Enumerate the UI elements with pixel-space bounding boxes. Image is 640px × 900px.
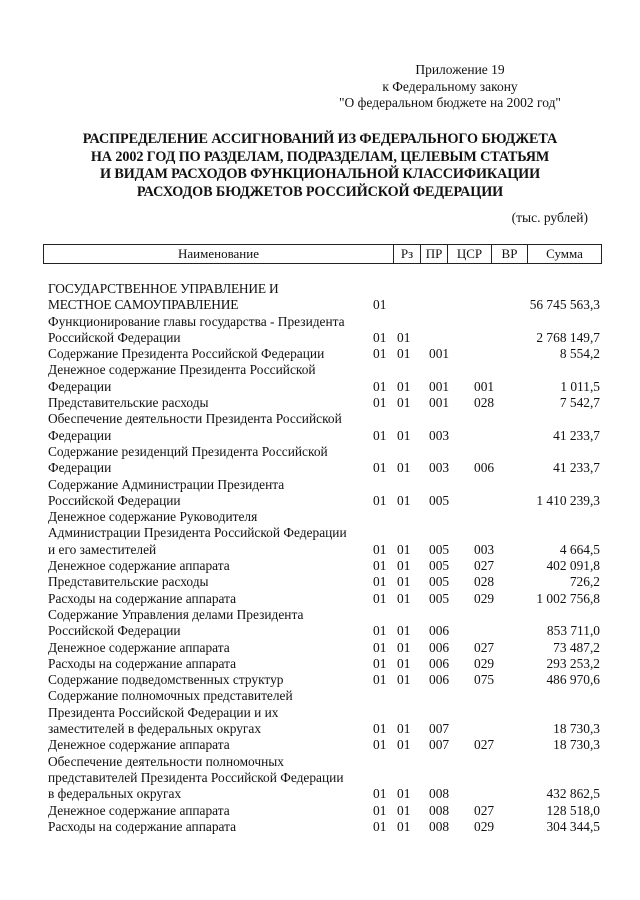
row-pr: 01 <box>397 786 411 802</box>
row-sum: 486 970,6 <box>546 672 600 688</box>
row-sum: 293 253,2 <box>546 655 600 671</box>
table-row <box>48 607 600 640</box>
row-vr: 029 <box>474 590 495 606</box>
row-name: Содержание резиденций Президента Российской Федерации <box>48 443 328 476</box>
table-row <box>48 362 600 395</box>
row-name: Денежное содержание аппарата <box>48 802 230 818</box>
row-csr: 006 <box>429 623 450 639</box>
title-line: РАСХОДОВ БЮДЖЕТОВ РОССИЙСКОЙ ФЕДЕРАЦИИ <box>136 183 504 200</box>
row-name: Функционирование главы государства - Президента Российской Федерации <box>48 313 345 345</box>
table-row <box>48 477 600 510</box>
table-row <box>48 688 600 737</box>
row-name: Содержание Президента Российской Федерации <box>48 346 325 362</box>
row-pr: 01 <box>397 818 411 834</box>
row-name: Обеспечение деятельности Президента Российской Федерации <box>48 411 342 443</box>
row-vr: 029 <box>474 818 495 834</box>
row-name: Обеспечение деятельности полномочных представителей Президента Российской Федерации в федеральных округах <box>48 753 344 802</box>
row-name: Денежное содержание аппарата <box>48 558 230 574</box>
row-rz: 01 <box>373 737 387 753</box>
row-sum: 18 730,3 <box>553 721 600 737</box>
table-row <box>48 411 600 444</box>
row-rz: 01 <box>373 818 387 834</box>
row-name: Расходы на содержание аппарата <box>48 655 237 671</box>
table-body <box>48 281 600 835</box>
row-pr: 01 <box>397 737 411 753</box>
row-csr: 006 <box>429 639 450 655</box>
row-vr: 027 <box>474 639 495 655</box>
table-row <box>48 672 600 688</box>
table-row <box>48 574 600 590</box>
row-sum: 56 745 563,3 <box>529 297 600 313</box>
table-row <box>48 754 600 803</box>
row-pr: 01 <box>397 558 411 574</box>
table-row <box>48 395 600 411</box>
row-rz: 01 <box>373 802 387 818</box>
table-row <box>48 819 600 835</box>
row-sum: 4 664,5 <box>559 541 600 557</box>
row-vr: 028 <box>474 574 495 590</box>
header-name: Наименование <box>44 245 394 263</box>
row-sum: 2 768 149,7 <box>536 329 600 345</box>
title-line: РАСПРЕДЕЛЕНИЕ АССИГНОВАНИЙ ИЗ ФЕДЕРАЛЬНОГО БЮДЖЕТА <box>82 131 558 147</box>
row-rz: 01 <box>373 590 387 606</box>
row-name: Содержание подведомственных структур <box>48 672 284 688</box>
row-rz: 01 <box>373 655 387 671</box>
row-name: Содержание Управления делами Президента Российской Федерации <box>48 606 304 639</box>
row-csr: 008 <box>429 802 450 818</box>
row-sum: 73 487,2 <box>553 639 600 655</box>
row-name: Денежное содержание аппарата <box>48 639 230 655</box>
row-rz: 01 <box>373 395 387 411</box>
row-pr: 01 <box>397 623 411 639</box>
row-rz: 01 <box>373 786 387 802</box>
row-sum: 18 730,3 <box>553 737 600 753</box>
row-csr: 005 <box>429 574 450 590</box>
row-pr: 01 <box>397 460 411 476</box>
row-pr: 01 <box>397 574 411 590</box>
row-sum: 8 554,2 <box>559 346 600 362</box>
row-csr: 005 <box>429 590 450 606</box>
row-pr: 01 <box>397 346 411 362</box>
row-rz: 01 <box>373 558 387 574</box>
row-csr: 003 <box>429 427 450 443</box>
header-sum: Сумма <box>546 246 583 261</box>
table-row <box>48 640 600 656</box>
row-pr: 01 <box>397 541 411 557</box>
row-vr: 029 <box>474 655 495 671</box>
row-vr: 027 <box>474 737 495 753</box>
row-rz: 01 <box>373 541 387 557</box>
row-csr: 001 <box>429 346 450 362</box>
table-header <box>43 244 602 264</box>
row-rz: 01 <box>373 639 387 655</box>
row-name: Представительские расходы <box>48 395 209 411</box>
row-sum: 853 711,0 <box>546 623 600 639</box>
row-pr: 01 <box>397 427 411 443</box>
row-vr: 001 <box>474 378 495 394</box>
row-csr: 006 <box>429 672 450 688</box>
row-pr: 01 <box>397 721 411 737</box>
row-sum: 128 518,0 <box>546 802 600 818</box>
table-row <box>48 656 600 672</box>
annex-law-title: "О федеральном бюджете на 2002 год" <box>339 95 561 110</box>
header-csr: ЦСР <box>448 245 492 263</box>
row-vr: 003 <box>474 541 495 557</box>
row-csr: 003 <box>429 460 450 476</box>
row-csr: 008 <box>429 786 450 802</box>
table-row <box>48 558 600 574</box>
row-rz: 01 <box>373 460 387 476</box>
row-vr: 006 <box>474 460 495 476</box>
row-rz: 01 <box>373 329 387 345</box>
row-sum: 41 233,7 <box>553 427 600 443</box>
row-name: Денежное содержание Президента Российской Федерации <box>48 362 316 394</box>
row-name: Представительские расходы <box>48 574 209 590</box>
row-sum: 1 002 756,8 <box>536 590 600 606</box>
row-rz: 01 <box>373 427 387 443</box>
row-name: ГОСУДАРСТВЕННОЕ УПРАВЛЕНИЕ И МЕСТНОЕ САМОУПРАВЛЕНИЕ <box>48 281 279 313</box>
row-name: Денежное содержание Руководителя Администрации Президента Российской Федерации и его заместителей <box>48 509 347 557</box>
table-row <box>48 737 600 753</box>
annex-reference <box>300 62 600 112</box>
title-line: НА 2002 ГОД ПО РАЗДЕЛАМ, ПОДРАЗДЕЛАМ, ЦЕЛЕВЫМ СТАТЬЯМ <box>90 148 550 165</box>
row-sum: 41 233,7 <box>553 460 600 476</box>
row-vr: 028 <box>474 395 495 411</box>
row-rz: 01 <box>373 623 387 639</box>
row-vr: 027 <box>474 558 495 574</box>
table-row <box>48 444 600 477</box>
row-pr: 01 <box>397 655 411 671</box>
row-name: Денежное содержание аппарата <box>48 737 230 753</box>
row-pr: 01 <box>397 590 411 606</box>
row-rz: 01 <box>373 574 387 590</box>
table-row <box>48 591 600 607</box>
row-pr: 01 <box>397 395 411 411</box>
row-csr: 005 <box>429 541 450 557</box>
row-sum: 432 862,5 <box>546 786 600 802</box>
row-sum: 304 344,5 <box>546 818 600 834</box>
row-name: Содержание Администрации Президента Российской Федерации <box>48 476 285 508</box>
table-row <box>48 314 600 347</box>
table-row <box>48 509 600 558</box>
row-sum: 1 410 239,3 <box>536 492 600 508</box>
row-sum: 726,2 <box>569 574 600 590</box>
header-rz: Рз <box>394 245 421 263</box>
row-csr: 005 <box>429 558 450 574</box>
row-pr: 01 <box>397 492 411 508</box>
row-csr: 008 <box>429 818 450 834</box>
row-pr: 01 <box>397 329 411 345</box>
annex-number: Приложение 19 <box>415 62 505 77</box>
row-csr: 001 <box>429 395 450 411</box>
units-label: (тыс. рублей) <box>511 210 588 225</box>
row-pr: 01 <box>397 802 411 818</box>
row-sum: 7 542,7 <box>559 395 600 411</box>
row-rz: 01 <box>373 297 387 313</box>
table-row <box>48 281 600 314</box>
row-csr: 007 <box>429 721 450 737</box>
table-row <box>48 346 600 362</box>
header-vr: ВР <box>492 245 528 263</box>
table-row <box>48 803 600 819</box>
row-name: Расходы на содержание аппарата <box>48 590 237 606</box>
row-rz: 01 <box>373 721 387 737</box>
row-csr: 006 <box>429 655 450 671</box>
row-sum: 1 011,5 <box>560 378 600 394</box>
header-pr: ПР <box>421 245 448 263</box>
row-csr: 001 <box>429 378 450 394</box>
annex-law-ref: к Федеральному закону <box>382 78 518 94</box>
title-line: И ВИДАМ РАСХОДОВ ФУНКЦИОНАЛЬНОЙ КЛАССИФИКАЦИИ <box>99 166 541 182</box>
row-rz: 01 <box>373 672 387 688</box>
row-pr: 01 <box>397 639 411 655</box>
row-vr: 027 <box>474 802 495 818</box>
row-csr: 005 <box>429 492 450 508</box>
row-name: Содержание полномочных представителей Президента Российской Федерации и их заместителей в федеральных округах <box>48 688 293 737</box>
row-name: Расходы на содержание аппарата <box>48 818 237 834</box>
row-rz: 01 <box>373 346 387 362</box>
document-title <box>40 131 600 201</box>
row-vr: 075 <box>474 672 495 688</box>
row-rz: 01 <box>373 492 387 508</box>
row-csr: 007 <box>429 737 450 753</box>
row-sum: 402 091,8 <box>546 558 600 574</box>
row-rz: 01 <box>373 378 387 394</box>
row-pr: 01 <box>397 378 411 394</box>
row-pr: 01 <box>397 672 411 688</box>
